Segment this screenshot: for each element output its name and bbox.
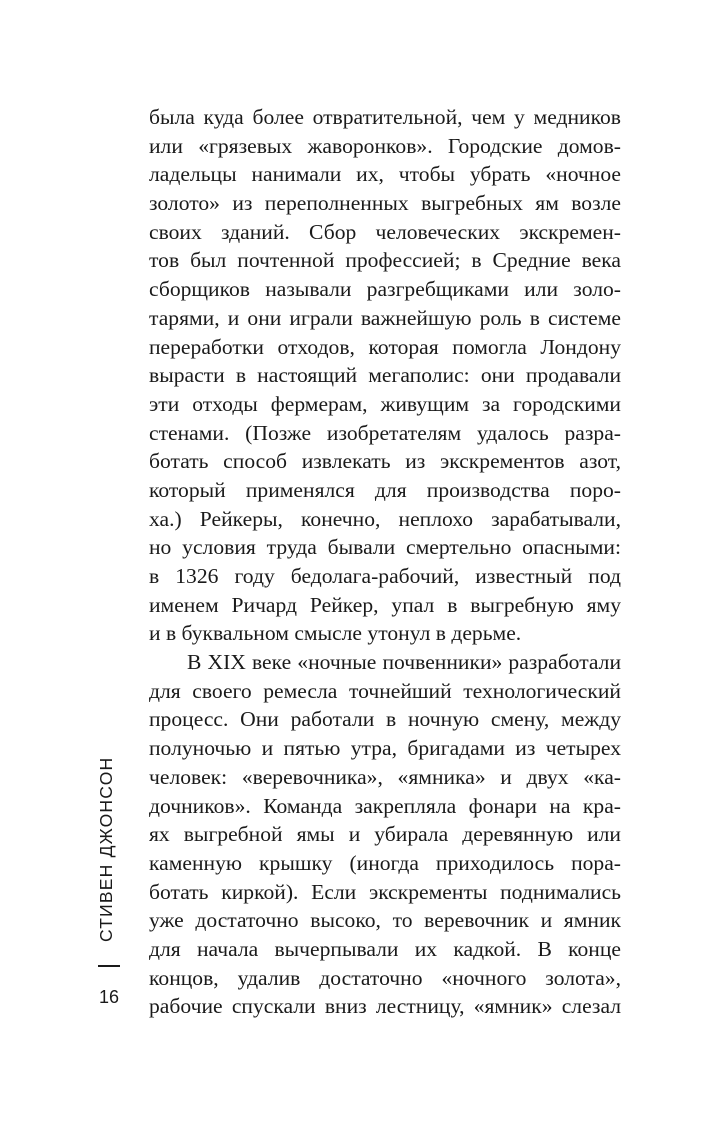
- text-line: была куда более отвратительной, чем у медников: [149, 105, 621, 129]
- text-line: для своего ремесла точнейший технологический: [149, 678, 621, 703]
- text-line: концов, удалив достаточно «ночного золота»,: [149, 965, 621, 990]
- text-line: или «грязевых жаворонков». Городские домов-: [149, 133, 621, 158]
- text-line: золото» из переполненных выгребных ям возле: [149, 191, 621, 216]
- text-line: тарями, и они играли важнейшую роль в системе: [149, 305, 621, 330]
- text-line: эти отходы фермерам, живущим за городскими: [149, 391, 621, 416]
- text-line: в 1326 году бедолага-рабочий, известный под: [149, 564, 621, 588]
- text-line: стенами. (Позже изобретателям удалось разра-: [149, 420, 621, 445]
- text-line: полуночью и пятью утра, бригадами из четырех: [149, 736, 621, 761]
- text-line: ях выгребной ямы и убирала деревянную или: [149, 822, 621, 847]
- paragraph-end-line: и в буквальном смысле утонул в дерьме.: [149, 621, 522, 646]
- text-line: сборщиков называли разгребщиками или золо-: [149, 277, 621, 302]
- text-line: ладельцы нанимали их, чтобы убрать «ночное: [149, 162, 621, 187]
- text-line: который применялся для производства поро-: [149, 477, 621, 502]
- text-line: дочников». Команда закрепляла фонари на кра-: [149, 793, 621, 818]
- text-line: переработки отходов, которая помогла Лондону: [149, 334, 621, 359]
- text-line: для начала вычерпывали их кадкой. В конце: [149, 936, 621, 961]
- text-line: рабочие спускали вниз лестницу, «ямник» слезал: [149, 994, 621, 1019]
- paragraph-first-line: В XIX веке «ночные почвенники» разработали: [187, 650, 621, 675]
- page-number: 16: [98, 987, 120, 1007]
- text-line: процесс. Они работали в ночную смену, между: [149, 707, 621, 732]
- text-line: ха.) Рейкеры, конечно, неплохо зарабатывали,: [149, 506, 621, 531]
- text-line: каменную крышку (иногда приходилось пора-: [149, 850, 621, 875]
- text-line: тов был почтенной профессией; в Средние века: [149, 248, 621, 273]
- text-line: ботать способ извлекать из экскрементов азот,: [149, 449, 621, 474]
- text-line: именем Ричард Рейкер, упал в выгребную яму: [149, 592, 621, 617]
- text-line: но условия труда бывали смертельно опасными:: [149, 535, 621, 560]
- text-line: человек: «веревочника», «ямника» и двух «ка-: [149, 764, 621, 789]
- running-head-author: СТИВЕН ДЖОНСОН: [96, 756, 116, 942]
- body-text: [149, 103, 621, 1021]
- text-line: уже достаточно высоко, то веревочник и ямник: [149, 908, 621, 933]
- text-line: вырасти в настоящий мегаполис: они продавали: [149, 363, 621, 388]
- text-line: своих зданий. Сбор человеческих экскремен-: [149, 219, 621, 244]
- text-line: ботать киркой). Если экскременты поднимались: [149, 879, 621, 904]
- folio-divider: [98, 965, 120, 967]
